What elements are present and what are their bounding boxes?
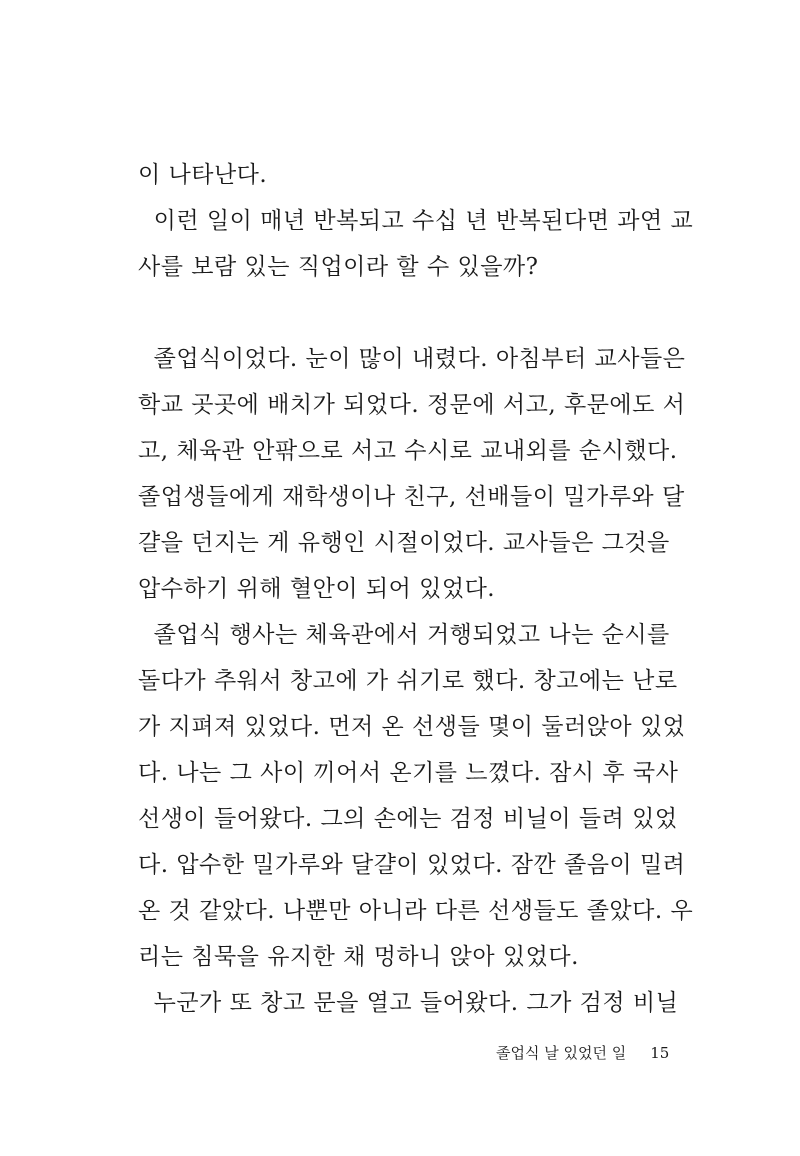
text-line: 다. 나는 그 사이 끼어서 온기를 느꼈다. 잠시 후 국사 [138, 760, 679, 786]
page-footer [496, 1043, 669, 1063]
text-line: 학교 곳곳에 배치가 되었다. 정문에 서고, 후문에도 서 [138, 392, 686, 418]
text-line: 고, 체육관 안팎으로 서고 수시로 교내외를 순시했다. [138, 438, 678, 464]
text-line: 온 것 같았다. 나뿐만 아니라 다른 선생들도 졸았다. 우 [138, 898, 694, 924]
text-line: 이 나타난다. [138, 162, 268, 188]
text-line: 돌다가 추워서 창고에 가 쉬기로 했다. 창고에는 난로 [138, 668, 678, 694]
text-line: 압수하기 위해 혈안이 되어 있었다. [138, 576, 496, 602]
page-number: 15 [650, 1044, 670, 1062]
text-line: 걀을 던지는 게 유행인 시절이었다. 교사들은 그것을 [138, 530, 670, 556]
text-line: 이런 일이 매년 반복되고 수십 년 반복된다면 과연 교 [138, 208, 694, 234]
body-text [138, 152, 694, 1026]
text-line: 사를 보람 있는 직업이라 할 수 있을까? [138, 254, 539, 280]
text-line: 다. 압수한 밀가루와 달걀이 있었다. 잠깐 졸음이 밀려 [138, 852, 686, 878]
text-line: 선생이 들어왔다. 그의 손에는 검정 비닐이 들려 있었 [138, 806, 678, 832]
chapter-title: 졸업식 날 있었던 일 [496, 1044, 627, 1062]
text-line: 누군가 또 창고 문을 열고 들어왔다. 그가 검정 비닐 [138, 990, 679, 1016]
text-line: 졸업식이었다. 눈이 많이 내렸다. 아침부터 교사들은 [138, 346, 686, 372]
text-line: 가 지펴져 있었다. 먼저 온 선생들 몇이 둘러앉아 있었 [138, 714, 686, 740]
text-line: 리는 침묵을 유지한 채 멍하니 앉아 있었다. [138, 944, 579, 970]
text-line: 졸업생들에게 재학생이나 친구, 선배들이 밀가루와 달 [138, 484, 685, 510]
paragraph-gap [138, 290, 678, 336]
text-line: 졸업식 행사는 체육관에서 거행되었고 나는 순시를 [138, 622, 670, 648]
